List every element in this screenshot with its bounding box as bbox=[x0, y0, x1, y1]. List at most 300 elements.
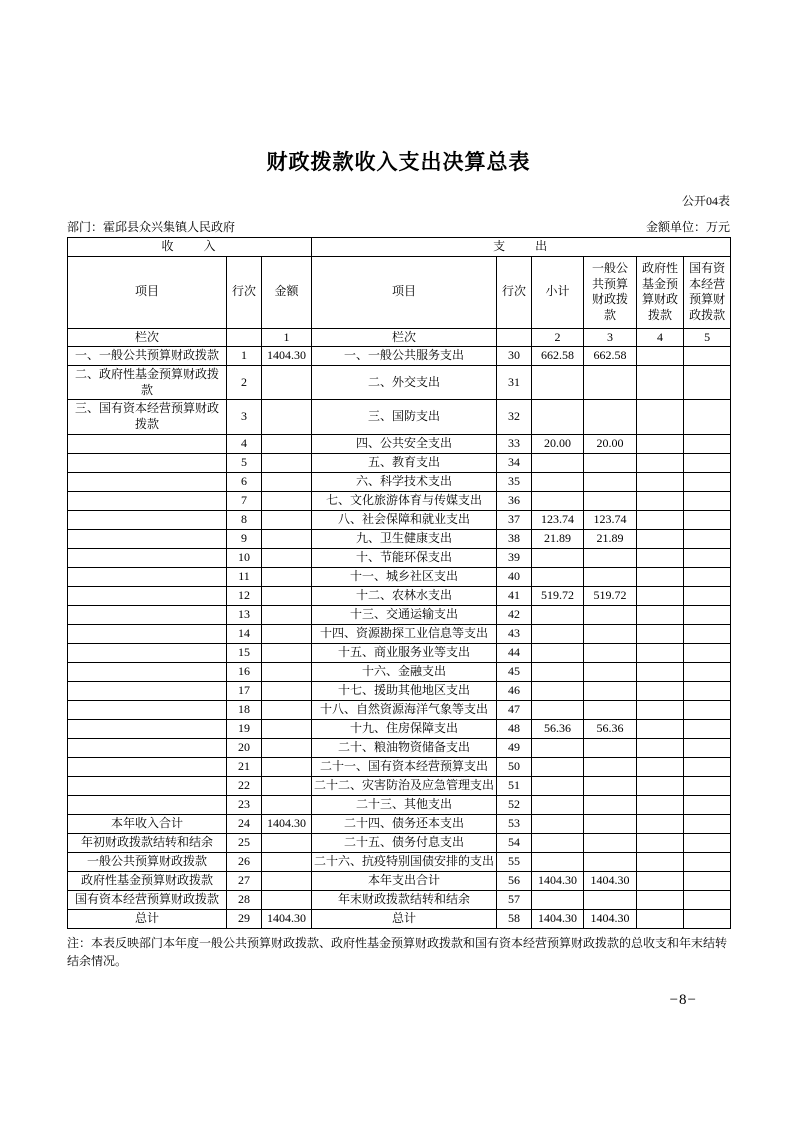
income-amount-cell bbox=[262, 776, 312, 795]
expense-subtotal-cell: 20.00 bbox=[532, 434, 584, 453]
expense-fund-cell bbox=[637, 776, 684, 795]
income-item-cell: 一般公共预算财政拨款 bbox=[68, 852, 227, 871]
expense-item-cell: 十二、农林水支出 bbox=[312, 586, 497, 605]
expense-capital-cell bbox=[684, 529, 731, 548]
income-item-cell bbox=[68, 700, 227, 719]
expense-capital-cell bbox=[684, 400, 731, 434]
income-amount-cell: 1404.30 bbox=[262, 814, 312, 833]
expense-line-cell: 56 bbox=[497, 871, 532, 890]
col-header-income-amount: 金额 bbox=[262, 256, 312, 328]
expense-line-cell: 54 bbox=[497, 833, 532, 852]
expense-item-cell: 十九、住房保障支出 bbox=[312, 719, 497, 738]
table-row bbox=[68, 366, 731, 400]
expense-capital-cell bbox=[684, 909, 731, 928]
column-index-row bbox=[68, 328, 731, 347]
income-amount-cell bbox=[262, 871, 312, 890]
expense-line-cell: 35 bbox=[497, 472, 532, 491]
expense-item-cell: 四、公共安全支出 bbox=[312, 434, 497, 453]
income-amount-cell bbox=[262, 738, 312, 757]
department-label: 部门：霍邱县众兴集镇人民政府 bbox=[67, 220, 236, 234]
expense-subtotal-cell bbox=[532, 548, 584, 567]
table-row bbox=[68, 567, 731, 586]
meta-row bbox=[67, 218, 730, 235]
expense-line-cell: 55 bbox=[497, 852, 532, 871]
expense-fund-cell bbox=[637, 400, 684, 434]
expense-fund-cell bbox=[637, 548, 684, 567]
expense-line-cell: 45 bbox=[497, 662, 532, 681]
expense-line-cell: 34 bbox=[497, 453, 532, 472]
expense-fund-cell bbox=[637, 738, 684, 757]
expense-item-cell: 二、外交支出 bbox=[312, 366, 497, 400]
table-row bbox=[68, 605, 731, 624]
expense-item-cell: 五、教育支出 bbox=[312, 453, 497, 472]
expense-line-cell: 47 bbox=[497, 700, 532, 719]
income-item-cell: 总计 bbox=[68, 909, 227, 928]
table-row bbox=[68, 852, 731, 871]
expense-item-cell: 七、文化旅游体育与传媒支出 bbox=[312, 491, 497, 510]
expense-item-cell: 十七、援助其他地区支出 bbox=[312, 681, 497, 700]
income-amount-cell bbox=[262, 719, 312, 738]
income-line-cell: 12 bbox=[227, 586, 262, 605]
income-amount-cell bbox=[262, 795, 312, 814]
expense-line-cell: 44 bbox=[497, 643, 532, 662]
income-amount-cell bbox=[262, 890, 312, 909]
expense-general-cell bbox=[584, 491, 637, 510]
expense-line-cell: 51 bbox=[497, 776, 532, 795]
income-item-cell bbox=[68, 719, 227, 738]
expense-line-cell: 46 bbox=[497, 681, 532, 700]
expense-capital-cell bbox=[684, 472, 731, 491]
income-line-cell: 8 bbox=[227, 510, 262, 529]
table-row bbox=[68, 453, 731, 472]
income-line-cell: 18 bbox=[227, 700, 262, 719]
expense-item-cell: 一、一般公共服务支出 bbox=[312, 347, 497, 366]
income-amount-cell bbox=[262, 529, 312, 548]
table-row bbox=[68, 491, 731, 510]
income-amount-cell bbox=[262, 366, 312, 400]
expense-item-cell: 二十三、其他支出 bbox=[312, 795, 497, 814]
col-header-state-capital: 国有资本经营预算财政拨款 bbox=[684, 256, 731, 328]
table-row bbox=[68, 472, 731, 491]
expense-subtotal-cell bbox=[532, 700, 584, 719]
expense-subtotal-cell bbox=[532, 757, 584, 776]
income-line-cell: 5 bbox=[227, 453, 262, 472]
income-amount-cell bbox=[262, 681, 312, 700]
expense-fund-cell bbox=[637, 605, 684, 624]
expense-capital-cell bbox=[684, 795, 731, 814]
expense-fund-cell bbox=[637, 814, 684, 833]
expense-line-cell: 50 bbox=[497, 757, 532, 776]
income-amount-cell bbox=[262, 434, 312, 453]
expense-fund-index: 4 bbox=[637, 328, 684, 347]
income-amount-cell bbox=[262, 643, 312, 662]
income-item-cell bbox=[68, 491, 227, 510]
expense-fund-cell bbox=[637, 757, 684, 776]
expense-general-cell: 519.72 bbox=[584, 586, 637, 605]
expense-capital-cell bbox=[684, 776, 731, 795]
expense-subtotal-cell bbox=[532, 643, 584, 662]
income-item-cell bbox=[68, 472, 227, 491]
expense-general-cell: 662.58 bbox=[584, 347, 637, 366]
expense-fund-cell bbox=[637, 453, 684, 472]
income-item-cell bbox=[68, 738, 227, 757]
expense-fund-cell bbox=[637, 472, 684, 491]
income-line-cell: 29 bbox=[227, 909, 262, 928]
income-item-cell: 本年收入合计 bbox=[68, 814, 227, 833]
income-line-cell: 20 bbox=[227, 738, 262, 757]
table-row bbox=[68, 681, 731, 700]
expense-line-cell: 57 bbox=[497, 890, 532, 909]
expense-subtotal-cell bbox=[532, 472, 584, 491]
expense-item-cell: 二十六、抗疫特别国债安排的支出 bbox=[312, 852, 497, 871]
section-header-row bbox=[68, 238, 731, 257]
income-line-cell: 15 bbox=[227, 643, 262, 662]
expense-line-cell: 39 bbox=[497, 548, 532, 567]
expense-general-cell bbox=[584, 738, 637, 757]
expense-item-cell: 二十四、债务还本支出 bbox=[312, 814, 497, 833]
amount-unit-label: 金额单位：万元 bbox=[645, 220, 730, 234]
expense-item-cell: 十四、资源勘探工业信息等支出 bbox=[312, 624, 497, 643]
expense-subtotal-cell bbox=[532, 681, 584, 700]
expense-item-cell: 二十、粮油物资储备支出 bbox=[312, 738, 497, 757]
expense-item-cell: 九、卫生健康支出 bbox=[312, 529, 497, 548]
income-line-cell: 25 bbox=[227, 833, 262, 852]
income-item-cell bbox=[68, 453, 227, 472]
expense-item-cell: 十五、商业服务业等支出 bbox=[312, 643, 497, 662]
income-line-cell: 28 bbox=[227, 890, 262, 909]
expense-subtotal-cell: 1404.30 bbox=[532, 871, 584, 890]
footnote: 注：本表反映部门本年度一般公共预算财政拨款、政府性基金预算财政拨款和国有资本经营预算财政拨款的总收支和年末结转结余情况。 bbox=[67, 935, 728, 969]
income-line-cell: 9 bbox=[227, 529, 262, 548]
table-body bbox=[68, 347, 731, 928]
expense-item-cell: 十八、自然资源海洋气象等支出 bbox=[312, 700, 497, 719]
expense-line-cell: 42 bbox=[497, 605, 532, 624]
income-item-cell: 年初财政拨款结转和结余 bbox=[68, 833, 227, 852]
income-line-cell: 4 bbox=[227, 434, 262, 453]
income-item-cell bbox=[68, 681, 227, 700]
expense-fund-cell bbox=[637, 586, 684, 605]
income-item-cell bbox=[68, 643, 227, 662]
expense-general-cell bbox=[584, 757, 637, 776]
expense-general-cell bbox=[584, 400, 637, 434]
income-item-cell bbox=[68, 776, 227, 795]
table-row bbox=[68, 400, 731, 434]
document-page bbox=[67, 0, 730, 971]
expense-item-cell: 十六、金融支出 bbox=[312, 662, 497, 681]
expense-general-cell bbox=[584, 605, 637, 624]
col-header-govt-fund: 政府性基金预算财政拨款 bbox=[637, 256, 684, 328]
column-header-row bbox=[68, 256, 731, 328]
income-amount-cell bbox=[262, 453, 312, 472]
expense-line-cell: 52 bbox=[497, 795, 532, 814]
income-line-cell: 22 bbox=[227, 776, 262, 795]
table-row bbox=[68, 434, 731, 453]
expense-subtotal-cell bbox=[532, 366, 584, 400]
income-line-cell: 27 bbox=[227, 871, 262, 890]
expense-item-cell: 年末财政拨款结转和结余 bbox=[312, 890, 497, 909]
expense-line-cell: 38 bbox=[497, 529, 532, 548]
expense-subtotal-cell: 123.74 bbox=[532, 510, 584, 529]
col-header-general-budget: 一般公共预算财政拨款 bbox=[584, 256, 637, 328]
expense-fund-cell bbox=[637, 852, 684, 871]
expense-capital-cell bbox=[684, 586, 731, 605]
expense-fund-cell bbox=[637, 567, 684, 586]
table-row bbox=[68, 347, 731, 366]
expense-capital-cell bbox=[684, 434, 731, 453]
income-amount-cell bbox=[262, 472, 312, 491]
expense-capital-cell bbox=[684, 605, 731, 624]
income-item-cell bbox=[68, 624, 227, 643]
income-line-index bbox=[227, 328, 262, 347]
expense-general-cell bbox=[584, 567, 637, 586]
income-amount-cell bbox=[262, 567, 312, 586]
income-line-cell: 24 bbox=[227, 814, 262, 833]
expense-subtotal-cell: 56.36 bbox=[532, 719, 584, 738]
expense-subtotal-index: 2 bbox=[532, 328, 584, 347]
expense-general-cell bbox=[584, 795, 637, 814]
income-amount-cell: 1404.30 bbox=[262, 909, 312, 928]
expense-subtotal-cell bbox=[532, 795, 584, 814]
expense-general-cell bbox=[584, 366, 637, 400]
expense-subtotal-cell bbox=[532, 890, 584, 909]
expense-general-cell bbox=[584, 776, 637, 795]
income-line-cell: 13 bbox=[227, 605, 262, 624]
expense-line-cell: 49 bbox=[497, 738, 532, 757]
income-amount-cell bbox=[262, 548, 312, 567]
income-item-cell: 三、国有资本经营预算财政拨款 bbox=[68, 400, 227, 434]
expense-general-cell: 123.74 bbox=[584, 510, 637, 529]
income-line-cell: 7 bbox=[227, 491, 262, 510]
expense-fund-cell bbox=[637, 890, 684, 909]
expense-capital-cell bbox=[684, 833, 731, 852]
expense-capital-cell bbox=[684, 681, 731, 700]
expense-item-cell: 二十二、灾害防治及应急管理支出 bbox=[312, 776, 497, 795]
expense-fund-cell bbox=[637, 700, 684, 719]
income-line-cell: 11 bbox=[227, 567, 262, 586]
income-line-cell: 6 bbox=[227, 472, 262, 491]
expense-item-cell: 十一、城乡社区支出 bbox=[312, 567, 497, 586]
expense-subtotal-cell bbox=[532, 624, 584, 643]
expense-subtotal-cell bbox=[532, 567, 584, 586]
expense-general-cell bbox=[584, 681, 637, 700]
expense-capital-cell bbox=[684, 491, 731, 510]
expense-general-cell bbox=[584, 890, 637, 909]
income-item-cell bbox=[68, 586, 227, 605]
table-row bbox=[68, 833, 731, 852]
expense-subtotal-cell: 519.72 bbox=[532, 586, 584, 605]
expense-capital-cell bbox=[684, 624, 731, 643]
expense-capital-cell bbox=[684, 567, 731, 586]
income-amount-cell bbox=[262, 662, 312, 681]
income-amount-cell bbox=[262, 400, 312, 434]
table-row bbox=[68, 795, 731, 814]
income-amount-cell: 1404.30 bbox=[262, 347, 312, 366]
expense-capital-cell bbox=[684, 700, 731, 719]
expense-capital-cell bbox=[684, 719, 731, 738]
table-row bbox=[68, 700, 731, 719]
expense-capital-cell bbox=[684, 871, 731, 890]
col-header-expense-item: 项目 bbox=[312, 256, 497, 328]
table-row bbox=[68, 529, 731, 548]
expense-item-cell: 十、节能环保支出 bbox=[312, 548, 497, 567]
expense-line-cell: 40 bbox=[497, 567, 532, 586]
expense-capital-cell bbox=[684, 347, 731, 366]
income-item-cell: 二、政府性基金预算财政拨款 bbox=[68, 366, 227, 400]
page-title: 财政拨款收入支出决算总表 bbox=[266, 150, 531, 174]
expense-general-cell: 1404.30 bbox=[584, 909, 637, 928]
expense-subtotal-cell bbox=[532, 400, 584, 434]
expense-subtotal-cell bbox=[532, 833, 584, 852]
expense-capital-cell bbox=[684, 453, 731, 472]
expense-line-cell: 37 bbox=[497, 510, 532, 529]
expense-subtotal-cell bbox=[532, 814, 584, 833]
expense-fund-cell bbox=[637, 833, 684, 852]
table-row bbox=[68, 719, 731, 738]
income-amount-cell bbox=[262, 833, 312, 852]
table-row bbox=[68, 510, 731, 529]
expense-general-cell: 56.36 bbox=[584, 719, 637, 738]
expense-general-cell bbox=[584, 624, 637, 643]
col-header-income-item: 项目 bbox=[68, 256, 227, 328]
expense-subtotal-cell: 21.89 bbox=[532, 529, 584, 548]
expense-general-cell bbox=[584, 472, 637, 491]
table-row bbox=[68, 890, 731, 909]
expense-fund-cell bbox=[637, 643, 684, 662]
expense-subtotal-cell: 1404.30 bbox=[532, 909, 584, 928]
income-line-cell: 10 bbox=[227, 548, 262, 567]
income-line-cell: 23 bbox=[227, 795, 262, 814]
expense-fund-cell bbox=[637, 624, 684, 643]
expense-item-index-label: 栏次 bbox=[312, 328, 497, 347]
expense-line-index bbox=[497, 328, 532, 347]
income-item-cell bbox=[68, 567, 227, 586]
table-row bbox=[68, 871, 731, 890]
expense-capital-cell bbox=[684, 366, 731, 400]
expense-general-index: 3 bbox=[584, 328, 637, 347]
income-amount-cell bbox=[262, 491, 312, 510]
expense-line-cell: 33 bbox=[497, 434, 532, 453]
income-line-cell: 19 bbox=[227, 719, 262, 738]
expense-item-cell: 总计 bbox=[312, 909, 497, 928]
expense-subtotal-cell bbox=[532, 491, 584, 510]
expense-line-cell: 43 bbox=[497, 624, 532, 643]
expense-item-cell: 二十一、国有资本经营预算支出 bbox=[312, 757, 497, 776]
expense-capital-cell bbox=[684, 852, 731, 871]
income-line-cell: 1 bbox=[227, 347, 262, 366]
table-row bbox=[68, 586, 731, 605]
expense-capital-cell bbox=[684, 890, 731, 909]
expense-line-cell: 41 bbox=[497, 586, 532, 605]
income-line-cell: 21 bbox=[227, 757, 262, 776]
table-row bbox=[68, 548, 731, 567]
expense-capital-cell bbox=[684, 662, 731, 681]
expense-capital-cell bbox=[684, 510, 731, 529]
expense-capital-cell bbox=[684, 548, 731, 567]
table-row bbox=[68, 776, 731, 795]
col-header-expense-line: 行次 bbox=[497, 256, 532, 328]
income-item-index-label: 栏次 bbox=[68, 328, 227, 347]
page-number: −8− bbox=[669, 992, 697, 1008]
expense-fund-cell bbox=[637, 434, 684, 453]
col-header-expense-subtotal: 小计 bbox=[532, 256, 584, 328]
income-item-cell: 一、一般公共预算财政拨款 bbox=[68, 347, 227, 366]
expense-fund-cell bbox=[637, 491, 684, 510]
expense-general-cell bbox=[584, 453, 637, 472]
fiscal-appropriation-table bbox=[67, 237, 731, 929]
expense-fund-cell bbox=[637, 662, 684, 681]
expense-line-cell: 32 bbox=[497, 400, 532, 434]
expense-general-cell: 1404.30 bbox=[584, 871, 637, 890]
form-code-label: 公开04表 bbox=[681, 194, 730, 208]
expense-line-cell: 53 bbox=[497, 814, 532, 833]
income-amount-cell bbox=[262, 852, 312, 871]
income-item-cell bbox=[68, 605, 227, 624]
income-item-cell bbox=[68, 548, 227, 567]
income-line-cell: 17 bbox=[227, 681, 262, 700]
col-header-income-line: 行次 bbox=[227, 256, 262, 328]
table-row bbox=[68, 909, 731, 928]
expense-item-cell: 八、社会保障和就业支出 bbox=[312, 510, 497, 529]
income-item-cell bbox=[68, 510, 227, 529]
expense-general-cell bbox=[584, 833, 637, 852]
income-amount-cell bbox=[262, 510, 312, 529]
income-line-cell: 16 bbox=[227, 662, 262, 681]
income-section-header: 收 入 bbox=[68, 238, 312, 257]
expense-line-cell: 31 bbox=[497, 366, 532, 400]
table-row bbox=[68, 624, 731, 643]
expense-fund-cell bbox=[637, 719, 684, 738]
expense-subtotal-cell bbox=[532, 738, 584, 757]
table-row bbox=[68, 738, 731, 757]
income-line-cell: 3 bbox=[227, 400, 262, 434]
expense-capital-cell bbox=[684, 814, 731, 833]
expense-subtotal-cell bbox=[532, 453, 584, 472]
expense-item-cell: 六、科学技术支出 bbox=[312, 472, 497, 491]
table-row bbox=[68, 643, 731, 662]
expense-fund-cell bbox=[637, 347, 684, 366]
expense-general-cell: 21.89 bbox=[584, 529, 637, 548]
table-row bbox=[68, 757, 731, 776]
income-item-cell bbox=[68, 795, 227, 814]
income-item-cell bbox=[68, 757, 227, 776]
expense-capital-index: 5 bbox=[684, 328, 731, 347]
income-amount-cell bbox=[262, 586, 312, 605]
expense-line-cell: 36 bbox=[497, 491, 532, 510]
expense-capital-cell bbox=[684, 738, 731, 757]
income-amount-cell bbox=[262, 605, 312, 624]
expense-general-cell bbox=[584, 548, 637, 567]
expense-fund-cell bbox=[637, 529, 684, 548]
expense-fund-cell bbox=[637, 681, 684, 700]
income-item-cell: 政府性基金预算财政拨款 bbox=[68, 871, 227, 890]
expense-general-cell bbox=[584, 814, 637, 833]
income-amount-cell bbox=[262, 757, 312, 776]
expense-fund-cell bbox=[637, 795, 684, 814]
income-item-cell bbox=[68, 434, 227, 453]
expense-general-cell bbox=[584, 643, 637, 662]
expense-line-cell: 48 bbox=[497, 719, 532, 738]
income-item-cell: 国有资本经营预算财政拨款 bbox=[68, 890, 227, 909]
expense-subtotal-cell bbox=[532, 776, 584, 795]
income-line-cell: 2 bbox=[227, 366, 262, 400]
expense-line-cell: 58 bbox=[497, 909, 532, 928]
income-amount-cell bbox=[262, 624, 312, 643]
expense-section-header: 支 出 bbox=[312, 238, 731, 257]
table-row bbox=[68, 662, 731, 681]
expense-line-cell: 30 bbox=[497, 347, 532, 366]
expense-item-cell: 二十五、债务付息支出 bbox=[312, 833, 497, 852]
expense-subtotal-cell bbox=[532, 605, 584, 624]
